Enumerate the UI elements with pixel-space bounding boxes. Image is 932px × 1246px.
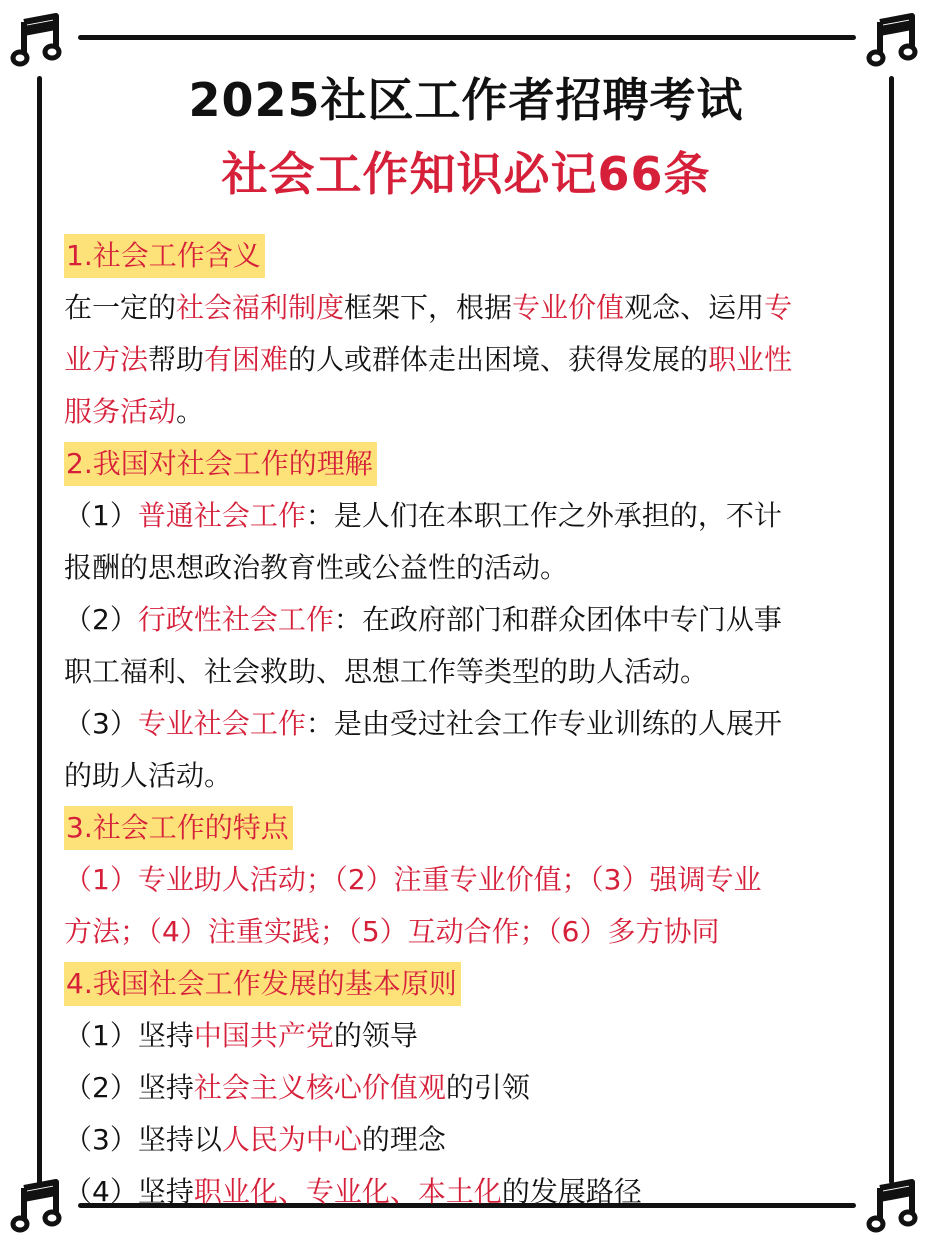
text-segment: （1）坚持 xyxy=(64,1019,194,1052)
key-term: 职业化、专业化、本土化 xyxy=(193,1175,502,1208)
text-line xyxy=(64,594,864,646)
key-term: 人民为中心 xyxy=(221,1123,362,1156)
text-segment: ：在政府部门和群众团体中专门从事 xyxy=(333,603,782,636)
text-segment: 框架下，根据 xyxy=(344,291,513,324)
section-heading: 4.我国社会工作发展的基本原则 xyxy=(64,962,461,1006)
text-segment: ：是人们在本职工作之外承担的，不计 xyxy=(305,499,782,532)
music-note-icon xyxy=(866,1178,922,1234)
section-heading-row xyxy=(64,230,864,282)
frame-top-line xyxy=(78,35,856,40)
text-line xyxy=(64,698,864,750)
section-heading-row xyxy=(64,438,864,490)
key-term: 普通社会工作 xyxy=(137,499,306,532)
key-term: 有困难 xyxy=(204,343,289,376)
text-segment: 观念、运用 xyxy=(624,291,765,324)
text-segment: 报酬的思想政治教育性或公益性的活动。 xyxy=(64,551,569,584)
text-segment: 。 xyxy=(176,395,205,428)
text-segment: 的引领 xyxy=(445,1071,530,1104)
text-segment: 的人或群体走出困境、获得发展的 xyxy=(288,343,709,376)
text-segment: 的理念 xyxy=(361,1123,446,1156)
key-term: 方法；（4）注重实践；（5）互动合作；（6）多方协同 xyxy=(64,915,720,948)
key-term: 行政性社会工作 xyxy=(137,603,334,636)
section-heading-row xyxy=(64,802,864,854)
section-heading-row xyxy=(64,958,864,1010)
text-line xyxy=(64,906,864,958)
text-segment: （2） xyxy=(64,603,138,636)
music-note-icon xyxy=(10,1178,66,1234)
text-segment: ：是由受过社会工作专业训练的人展开 xyxy=(305,707,782,740)
section-heading: 3.社会工作的特点 xyxy=(64,806,293,850)
key-term: 中国共产党 xyxy=(193,1019,334,1052)
text-segment: （4）坚持 xyxy=(64,1175,194,1208)
text-line xyxy=(64,282,864,334)
key-term: 服务活动 xyxy=(64,395,177,428)
text-segment: （1） xyxy=(64,499,138,532)
music-note-icon xyxy=(866,12,922,68)
text-line xyxy=(64,1166,864,1218)
text-segment: 在一定的 xyxy=(64,291,177,324)
text-segment: （3） xyxy=(64,707,138,740)
key-term: 职业性 xyxy=(708,343,793,376)
text-line xyxy=(64,1010,864,1062)
key-term: 专业社会工作 xyxy=(137,707,306,740)
section-heading: 1.社会工作含义 xyxy=(64,234,265,278)
key-term: 专 xyxy=(764,291,793,324)
text-segment: （2）坚持 xyxy=(64,1071,194,1104)
text-line xyxy=(64,750,864,802)
text-segment: 职工福利、社会救助、思想工作等类型的助人活动。 xyxy=(64,655,709,688)
key-term: （1）专业助人活动；（2）注重专业价值；（3）强调专业 xyxy=(64,863,762,896)
text-line xyxy=(64,1114,864,1166)
text-line xyxy=(64,646,864,698)
text-line xyxy=(64,542,864,594)
text-line xyxy=(64,1062,864,1114)
notes-content xyxy=(64,230,864,1218)
key-term: 专业价值 xyxy=(512,291,625,324)
key-term: 社会主义核心价值观 xyxy=(193,1071,446,1104)
text-segment: 帮助 xyxy=(148,343,205,376)
frame-right-line xyxy=(889,76,894,1184)
page-title: 2025社区工作者招聘考试 xyxy=(188,73,744,127)
text-line xyxy=(64,490,864,542)
text-segment: （3）坚持以 xyxy=(64,1123,222,1156)
page-subtitle: 社会工作知识必记66条 xyxy=(221,147,711,201)
section-heading: 2.我国对社会工作的理解 xyxy=(64,442,377,486)
key-term: 社会福利制度 xyxy=(176,291,345,324)
text-line xyxy=(64,334,864,386)
text-segment: 的发展路径 xyxy=(501,1175,642,1208)
text-line xyxy=(64,854,864,906)
text-segment: 的助人活动。 xyxy=(64,759,233,792)
frame-left-line xyxy=(37,76,42,1184)
text-segment: 的领导 xyxy=(333,1019,418,1052)
text-line xyxy=(64,386,864,438)
music-note-icon xyxy=(10,12,66,68)
key-term: 业方法 xyxy=(64,343,149,376)
